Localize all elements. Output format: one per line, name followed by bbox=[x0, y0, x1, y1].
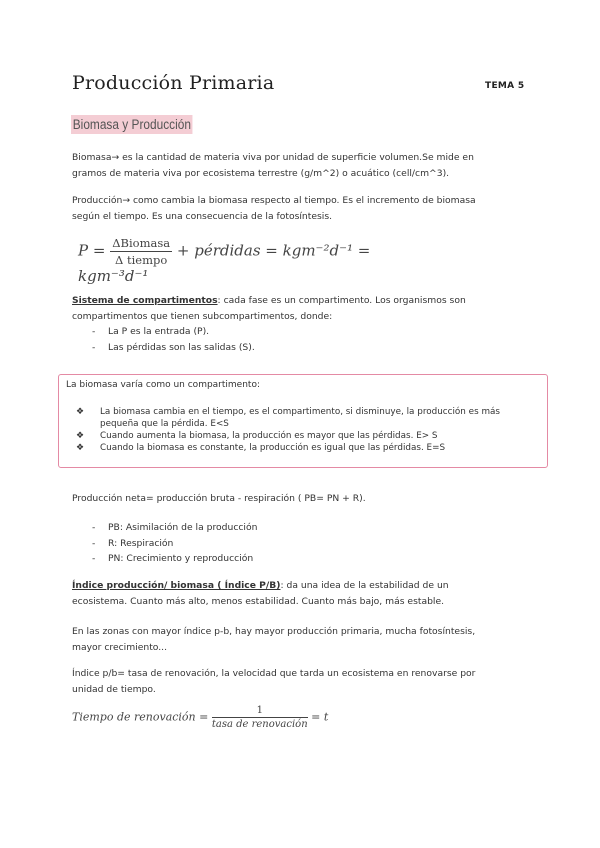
formula-fraction bbox=[212, 705, 308, 730]
formula-lhs: Tiempo de renovación = bbox=[72, 710, 209, 724]
text-line: ecosistema. Cuanto más alto, menos estabilidad. Cuanto más bajo, más estable. bbox=[72, 595, 445, 607]
formula-lhs: P = bbox=[78, 241, 106, 260]
term-indice: Índice producción/ biomasa ( Índice P/B) bbox=[72, 580, 281, 591]
text-line: gramos de materia viva por ecosistema terrestre (g/m^2) o acuático (cell/cm^3). bbox=[72, 167, 450, 179]
produccion-neta-line: Producción neta= producción bruta - respiración ( PB= PN + R). bbox=[72, 493, 366, 504]
box-list bbox=[76, 406, 536, 454]
production-formula bbox=[78, 236, 418, 285]
tasa-paragraph bbox=[72, 666, 532, 697]
neta-list bbox=[72, 520, 532, 567]
topic-label: TEMA 5 bbox=[485, 81, 525, 91]
text-line: Producción→ como cambia la biomasa respecto al tiempo. Es el incremento de biomasa bbox=[72, 195, 476, 206]
fraction-denominator: tasa de renovación bbox=[211, 719, 308, 730]
text-line bbox=[72, 293, 532, 309]
section-heading: Biomasa y Producción bbox=[72, 117, 191, 132]
fraction-denominator: Δ tiempo bbox=[115, 253, 168, 267]
diamond-bullet-icon: ❖ bbox=[76, 431, 85, 441]
fraction-numerator: ΔBiomasa bbox=[112, 236, 171, 250]
list-item-text: R: Respiración bbox=[108, 537, 174, 549]
produccion-definition bbox=[72, 193, 532, 224]
text-line: Biomasa→ es la cantidad de materia viva por unidad de superficie volumen.Se mide en bbox=[72, 152, 474, 163]
text-line: En las zonas con mayor índice p-b, hay mayor producción primaria, mucha fotosíntesis, bbox=[72, 626, 476, 637]
page-title: Producción Primaria bbox=[72, 72, 275, 94]
list-item-text: PN: Crecimiento y reproducción bbox=[108, 553, 254, 564]
formula-rhs: + pérdidas = kgm⁻²d⁻¹ = kgm⁻³d⁻¹ bbox=[78, 241, 371, 285]
fraction-numerator: 1 bbox=[212, 705, 308, 718]
text-line: según el tiempo. Es una consecuencia de la fotosíntesis. bbox=[72, 210, 333, 222]
indice-paragraph bbox=[72, 578, 532, 609]
list-item-text: Cuando la biomasa es constante, la producción es igual que las pérdidas. E=S bbox=[100, 443, 446, 453]
list-item-text: PB: Asimilación de la producción bbox=[108, 522, 258, 533]
text-span: : cada fase es un compartimento. Los organismos son bbox=[217, 295, 466, 306]
text-line: unidad de tiempo. bbox=[72, 683, 156, 695]
text-line: mayor crecimiento... bbox=[72, 641, 168, 653]
box-heading: La biomasa varía como un compartimento: bbox=[66, 380, 260, 390]
formula-fraction bbox=[110, 236, 172, 267]
list-item: - La P es la entrada (P). bbox=[92, 326, 210, 337]
text-line: Índice p/b= tasa de renovación, la velocidad que tarda un ecosistema en renovarse por bbox=[72, 668, 476, 679]
list-item bbox=[76, 406, 536, 430]
list-item-text: La P es la entrada (P). bbox=[108, 326, 210, 337]
formula-rhs: = t bbox=[311, 710, 329, 724]
diamond-bullet-icon: ❖ bbox=[76, 443, 85, 453]
list-item-text: pequeña que la pérdida. E<S bbox=[100, 419, 229, 429]
text-line: compartimentos que tienen subcompartimentos, donde: bbox=[72, 310, 333, 322]
list-item: - PN: Crecimiento y reproducción bbox=[92, 553, 254, 564]
list-item-text: Cuando aumenta la biomasa, la producción es mayor que las pérdidas. E> S bbox=[100, 431, 438, 441]
list-item bbox=[76, 442, 536, 454]
zonas-paragraph bbox=[72, 624, 532, 655]
biomasa-definition bbox=[72, 150, 532, 181]
list-item: - R: Respiración bbox=[92, 537, 174, 549]
text-line bbox=[72, 578, 532, 594]
renewal-formula bbox=[72, 705, 362, 737]
list-item bbox=[76, 430, 536, 442]
compartimentos-paragraph bbox=[72, 293, 532, 355]
term-compartimentos: Sistema de compartimentos bbox=[72, 295, 218, 306]
diamond-bullet-icon: ❖ bbox=[76, 407, 85, 417]
list-item-text: La biomasa cambia en el tiempo, es el compartimento, si disminuye, la producción es más bbox=[100, 407, 501, 417]
neta-list-block bbox=[72, 520, 532, 567]
compartimentos-list bbox=[72, 324, 532, 355]
text-span: : da una idea de la estabilidad de un bbox=[280, 580, 449, 591]
list-item: - PB: Asimilación de la producción bbox=[92, 522, 258, 533]
list-item-text: Las pérdidas son las salidas (S). bbox=[108, 341, 255, 353]
list-item: - Las pérdidas son las salidas (S). bbox=[92, 341, 255, 353]
